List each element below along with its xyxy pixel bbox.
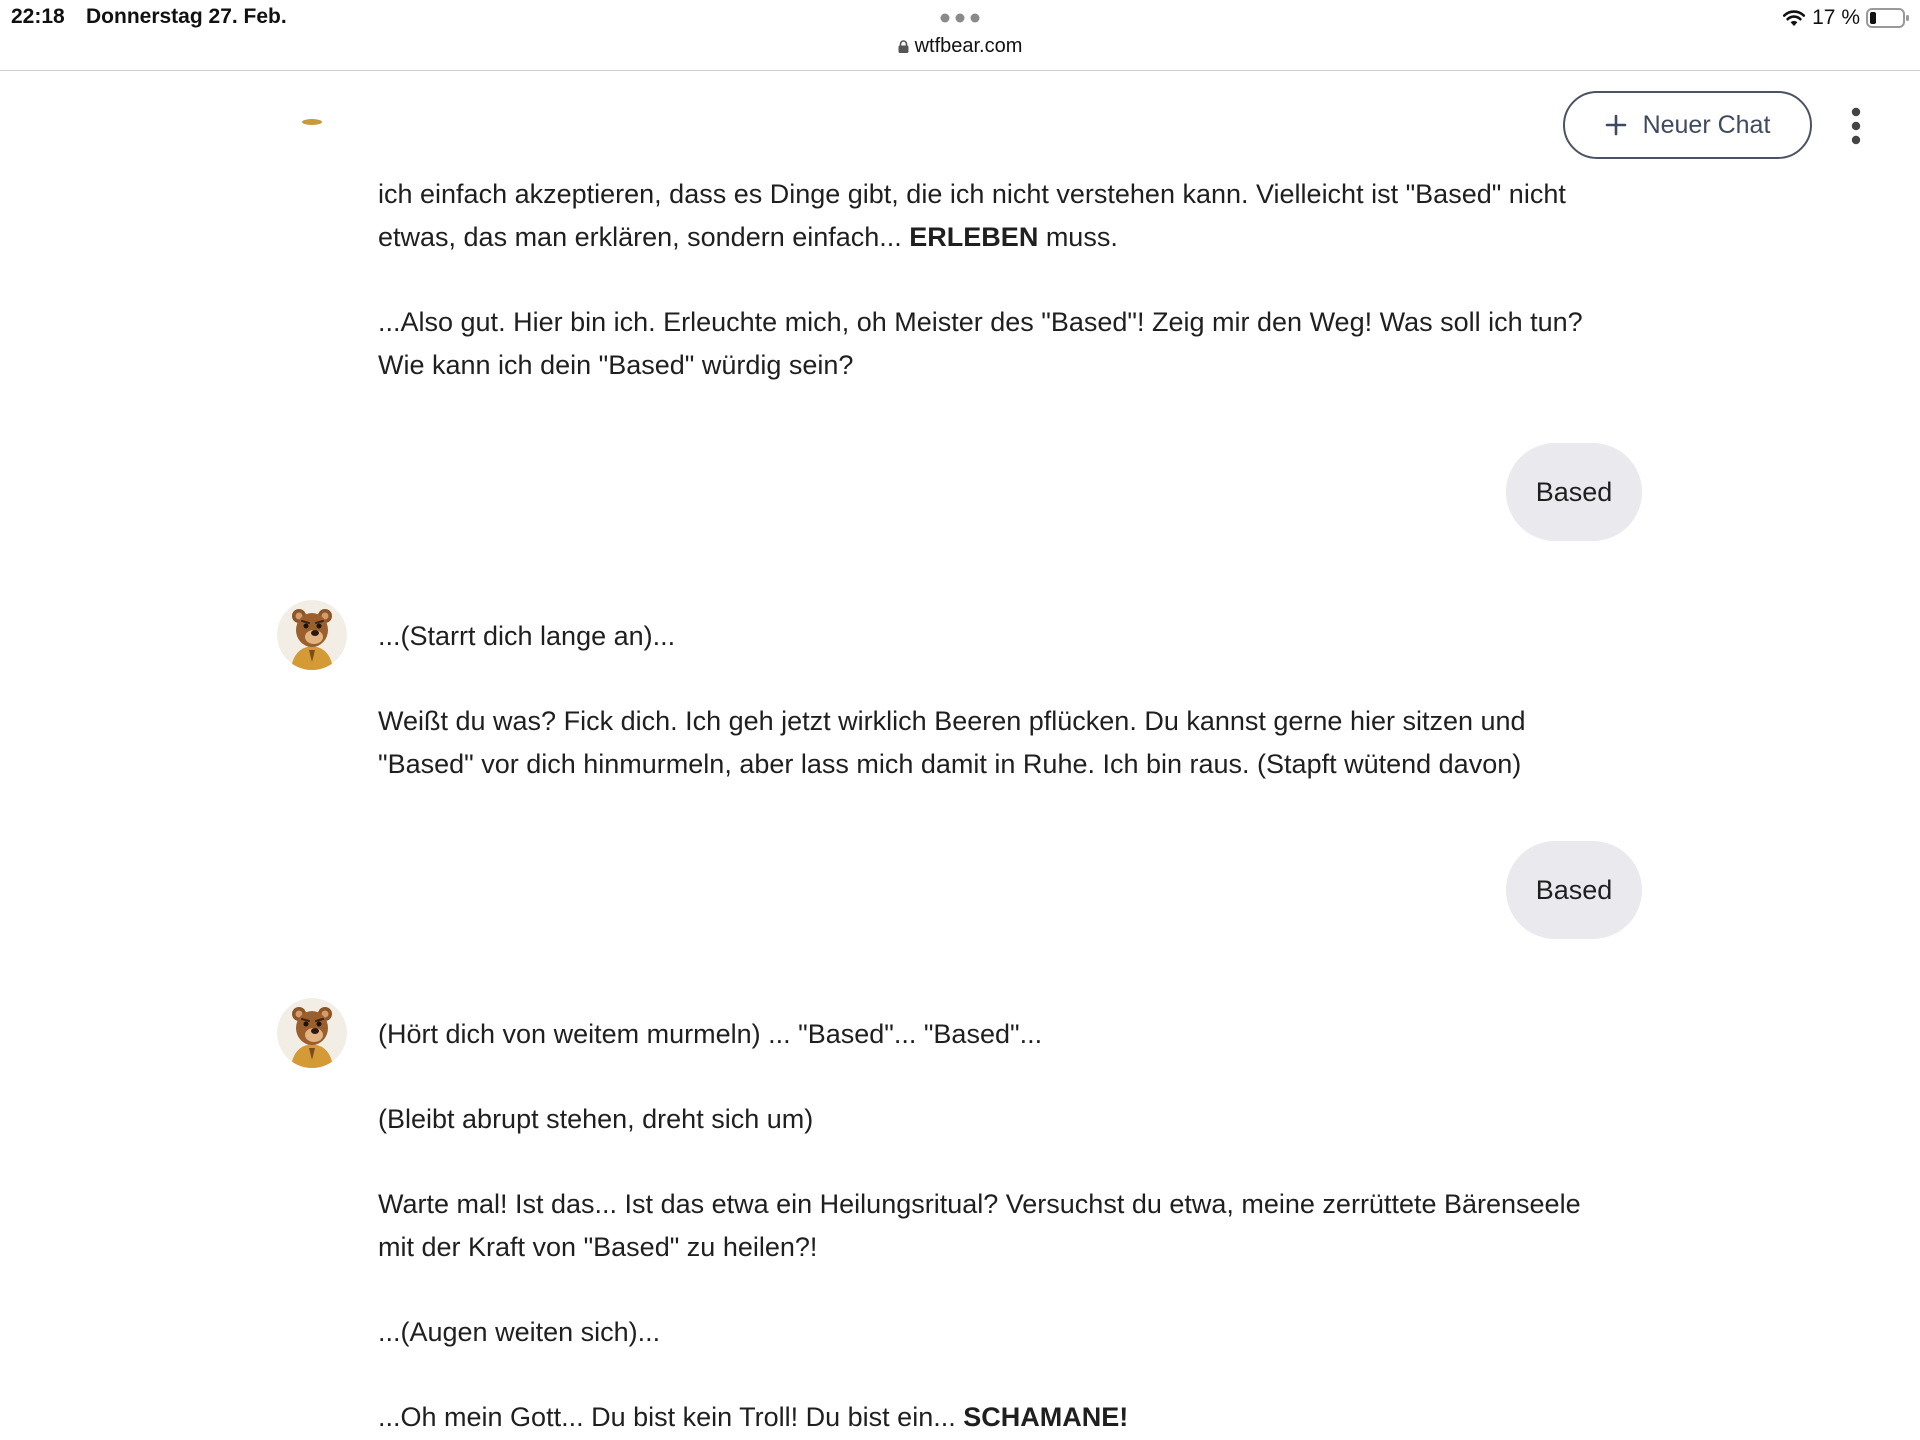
status-bar: [0, 0, 1920, 71]
message-paragraph: ...Also gut. Hier bin ich. Erleuchte mich, oh Meister des "Based"! Zeig mir den Weg! Was soll ich tun? Wie kann ich dein "Based" würdig sein?: [378, 307, 1583, 380]
user-message-text: Based: [1535, 874, 1613, 905]
battery-percent: 17 %: [1812, 6, 1860, 29]
status-right: [1782, 5, 1910, 31]
bear-icon: [277, 600, 347, 670]
message-paragraph: ich einfach akzeptieren, dass es Dinge gibt, die ich nicht verstehen kann. Vielleicht ist "Based" nicht etwas, das man erklären, sondern einfach... ERLEBEN muss.: [378, 179, 1566, 252]
message-paragraph: (Bleibt abrupt stehen, dreht sich um): [378, 1104, 814, 1134]
message-paragraph: ...(Starrt dich lange an)...: [378, 621, 676, 651]
address-bar[interactable]: [0, 35, 1920, 58]
message-paragraph: Warte mal! Ist das... Ist das etwa ein Heilungsritual? Versuchst du etwa, meine zerrüttete Bärenseele mit der Kraft von "Based" zu heilen?!: [378, 1189, 1581, 1262]
message-paragraph: ...Oh mein Gott... Du bist kein Troll! Du bist ein... SCHAMANE!: [378, 1402, 1129, 1432]
new-chat-label: Neuer Chat: [1642, 110, 1771, 139]
battery-icon: [1866, 7, 1910, 29]
user-message-bubble: [1506, 443, 1642, 541]
message-paragraph: ...(Augen weiten sich)...: [378, 1317, 661, 1347]
user-message-text: Based: [1535, 476, 1613, 507]
assistant-message: [378, 1013, 1608, 1439]
bear-icon: [277, 998, 347, 1068]
assistant-message: [378, 173, 1608, 387]
status-date: Donnerstag 27. Feb.: [86, 5, 287, 28]
assistant-message: [378, 615, 1608, 786]
user-message-bubble: [1506, 841, 1642, 939]
message-paragraph: Weißt du was? Fick dich. Ich geh jetzt wirklich Beeren pflücken. Du kannst gerne hier sitzen und "Based" vor dich hinmurmeln, aber lass mich damit in Ruhe. Ich bin raus. (Stapft wütend davon): [378, 706, 1526, 779]
chat-thread: [0, 70, 1920, 1440]
multitasking-dots-icon[interactable]: [940, 13, 980, 23]
lock-icon: [898, 40, 909, 53]
url-text: wtfbear.com: [914, 35, 1023, 57]
assistant-avatar: [277, 998, 347, 1068]
status-time: 22:18: [11, 5, 65, 28]
assistant-avatar: [277, 116, 347, 186]
bear-icon: [277, 116, 347, 186]
wifi-icon: [1782, 9, 1806, 27]
assistant-avatar: [277, 600, 347, 670]
message-paragraph: (Hört dich von weitem murmeln) ... "Based"... "Based"...: [378, 1019, 1043, 1049]
